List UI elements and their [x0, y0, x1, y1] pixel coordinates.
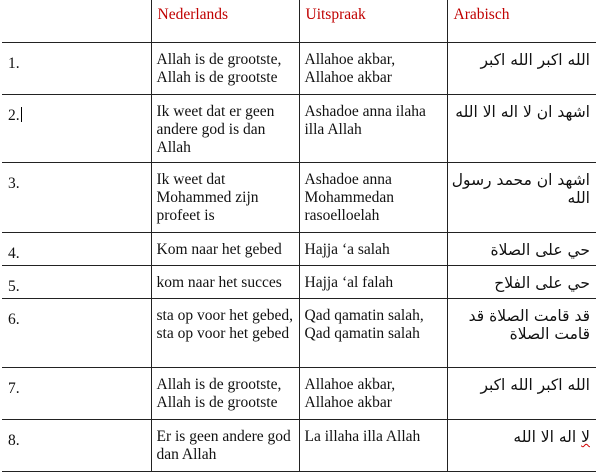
dutch-cell[interactable]: Ik weet dat Mohammed zijn profeet is	[151, 163, 299, 233]
pronunciation-cell[interactable]: Ashadoe anna Mohammedan rasoelloelah	[299, 163, 447, 233]
header-row	[2, 0, 596, 43]
pronunciation-cell[interactable]: La illaha illa Allah	[299, 420, 447, 472]
table-row	[2, 299, 596, 368]
row-number-cell[interactable]: 3.	[2, 163, 151, 233]
row-number-text: 2.	[8, 107, 20, 124]
row-number-cell[interactable]	[2, 95, 151, 163]
pronunciation-cell[interactable]: Qad qamatin salah, Qad qamatin salah	[299, 299, 447, 368]
row-number-cell[interactable]: 4.	[2, 233, 151, 266]
arabic-cell[interactable]: اشهد ان لا اله الا الله	[447, 95, 596, 163]
table-row	[2, 368, 596, 420]
header-pronunciation[interactable]: Uitspraak	[299, 0, 447, 43]
dutch-cell[interactable]: Kom naar het gebed	[151, 233, 299, 266]
dutch-cell[interactable]: Er is geen andere god dan Allah	[151, 420, 299, 472]
table-row	[2, 43, 596, 95]
row-number-cell[interactable]: 5.	[2, 266, 151, 299]
pronunciation-cell[interactable]: Ashadoe anna ilaha illa Allah	[299, 95, 447, 163]
row-number-cell[interactable]: 8.	[2, 420, 151, 472]
dutch-cell[interactable]: Ik weet dat er geen andere god is dan Allah	[151, 95, 299, 163]
adhan-translation-table	[2, 0, 596, 472]
pronunciation-cell[interactable]: Hajja ‘a salah	[299, 233, 447, 266]
arabic-cell[interactable]	[447, 420, 596, 472]
arabic-cell[interactable]: اشهد ان محمد رسول الله	[447, 163, 596, 233]
dutch-cell[interactable]: Allah is de grootste, Allah is de grootste	[151, 368, 299, 420]
header-number[interactable]	[2, 0, 151, 43]
dutch-cell[interactable]: sta op voor het gebed, sta op voor het gebed	[151, 299, 299, 368]
arabic-cell[interactable]: حي على الفلاح	[447, 266, 596, 299]
arabic-cell[interactable]: حي على الصلاة	[447, 233, 596, 266]
row-number-cell[interactable]: 7.	[2, 368, 151, 420]
dutch-cell[interactable]: Allah is de grootste, Allah is de grootste	[151, 43, 299, 95]
arabic-cell[interactable]: قد قامت الصلاة قد قامت الصلاة	[447, 299, 596, 368]
pronunciation-cell[interactable]: Hajja ‘al falah	[299, 266, 447, 299]
table-row	[2, 266, 596, 299]
table-row	[2, 233, 596, 266]
header-arabic[interactable]: Arabisch	[447, 0, 596, 43]
table-row	[2, 420, 596, 472]
pronunciation-cell[interactable]: Allahoe akbar, Allahoe akbar	[299, 43, 447, 95]
row-number-cell[interactable]: 1.	[2, 43, 151, 95]
row-number-cell[interactable]: 6.	[2, 299, 151, 368]
arabic-cell[interactable]: الله اكبر الله اكبر	[447, 368, 596, 420]
header-dutch[interactable]: Nederlands	[151, 0, 299, 43]
pronunciation-cell[interactable]: Allahoe akbar, Allahoe akbar	[299, 368, 447, 420]
table-row	[2, 95, 596, 163]
dutch-cell[interactable]: kom naar het succes	[151, 266, 299, 299]
table-row	[2, 163, 596, 233]
arabic-cell[interactable]: الله اكبر الله اكبر	[447, 43, 596, 95]
spellcheck-flagged-word[interactable]: لا	[581, 428, 590, 446]
arabic-cell-text: اله الا الله	[513, 428, 582, 446]
text-cursor	[21, 107, 22, 122]
